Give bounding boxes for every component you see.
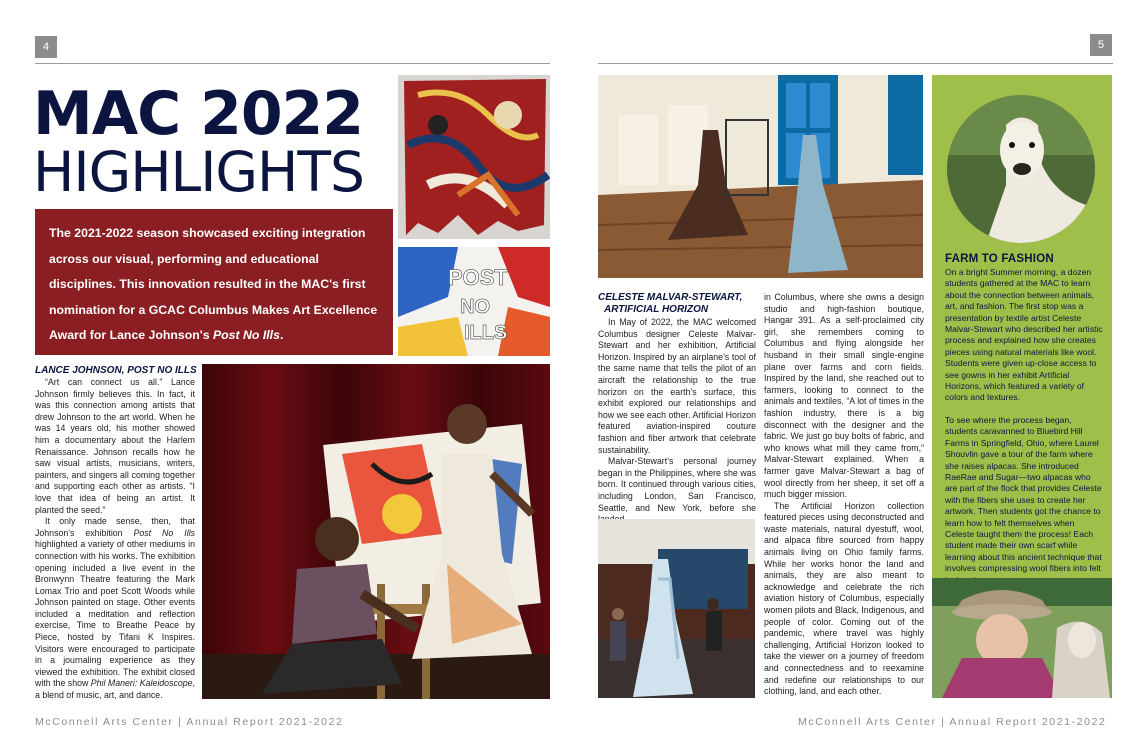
article-heading-celeste: CELESTE MALVAR-STEWART, ARTIFICIAL HORIZON: [598, 292, 743, 315]
farm-alpaca-photo: [932, 578, 1112, 698]
painting-photo-abstract: [398, 75, 550, 239]
svg-text:NO: NO: [460, 296, 490, 318]
intro-banner-italic: Post No Ills: [212, 328, 280, 342]
page-title-line1: MAC 2022: [33, 79, 364, 149]
gown-display-photo: [598, 519, 755, 698]
article-paragraph: Malvar-Stewart’s personal journey began in the Philippines, where she was born. It continued through various cities, including London, San Francisco, Seattle, and New York, before she: [598, 456, 756, 513]
footer-right: McConnell Arts Center | Annual Report 2021-2022: [798, 716, 1107, 728]
page-title-line2: HIGHLIGHTS: [33, 140, 364, 204]
footer-left: McConnell Arts Center | Annual Report 2021-2022: [35, 716, 344, 728]
sidebar-paragraph: On a bright Summer morning, a dozen students gathered at the MAC to learn about the connection between animals, art, and fashion. The first stop was a presentation by textile artist Celeste Malvar-Stewart who described her artistic process and explained how she creates pieces using natural materials like wool. Students were given up-close access to see gowns in her exhibit Artificial Horizons, which featured a variety of colors and textures.: [945, 267, 1103, 403]
article-paragraph: The Artificial Horizon collection featured pieces using deconstructed and waste materials, natural dyestuff, wool, and alpaca fibre sourced from happy animals living on Ohio family farms. While her works honor the land and animals, they are also meant to acknowledge and celebrate the rich aviation history of Columbus, especially women pilots and Black, Indigenous, and people of color. Coming out of the pandemic, where travel was highly challenging, Artificial Horizon looked to take the viewer on a journey of freedom and connectedness and to reexamine and redefine our relationships to our clothing, land, and each other.: [764, 500, 924, 697]
page-number-right: 5: [1090, 34, 1112, 56]
intro-banner-text: The 2021-2022 season showcased exciting integration across our visual, performing and educational disciplines. This innovation resulted in the MAC's first nomination for a GCAC Columbus Makes Art Excellence Award for Lance Johnson's: [49, 226, 378, 342]
sidebar-heading: FARM TO FASHION: [945, 253, 1054, 265]
header-rule-right: [598, 63, 1113, 64]
intro-banner: [35, 209, 393, 355]
header-rule-left: [35, 63, 550, 64]
article-paragraph: It only made sense, then, that Johnson’s exhibition Post No Ills highlighted a variety of other mediums in connection with his works. The exhibition opening included a live event in the Bronwynn Theatre featuring the Mark Lomax Trio and poet Scott Woods while Johnson painted on stage. Other events included a meditation and reflection exercise, Time to Breathe Peace by Piece, hosted by Tifani K Inspires. Visitors were encouraged to participate in a journaling experience as they viewed the exhibition. The exhibit closed with the show Phil Maneri: Kaleidoscope, a blend of music, art, and dance.: [35, 516, 195, 701]
svg-text:POST: POST: [448, 265, 508, 290]
painting-photo-post-no-ills: [398, 247, 550, 356]
article-paragraph: “Art can connect us all.” Lance Johnson firmly believes this. In fact, it was this connection among artists that drew Johnson to the art world. When he was 14 years old, his mother showed him a documentary about the Harlem Renaissance. Johnson recalls how he saw visual artists, musicians, writers, painters, and singers all coming together and supporting each other as artists. “I love that idea of being an artist. It planted the seed.”: [35, 377, 195, 515]
page-number-left: 4: [35, 36, 57, 58]
stage-performance-photo: [202, 364, 550, 699]
gallery-exhibition-photo: [598, 75, 923, 278]
article-paragraph: In May of 2022, the MAC welcomed Columbus designer Celeste Malvar-Stewart and her exhibition, Artificial Horizon. Inspired by an airplane’s tool of the same name that tells the pilot of an aircraft the relationship to the true horizon on the earth’s surface, this exhibit explored our relationships and how we see each other. Artificial Horizon featured aviation-inspired couture fashion and fiber artwork that celebrate sustainability.: [598, 317, 756, 455]
alpaca-circle-photo: [946, 95, 1096, 243]
article-body-lance-johnson: [35, 377, 195, 702]
article-paragraph: in Columbus, where she owns a design studio and high-fashion boutique, Hangar 391. As a self-proclaimed city girl, she remembers coming to Columbus and flying alongside her husband in their small single-engine plane over farms and corn fields. Inspired by the land, she reached out to farmers, looking to connect to the animals and textiles. “A lot of times in the fashion industry, there is a big disconnect with the designer and the fabric. We just go buy bolts of fabric, and who knows what mill they came from,” Malvar-Stewart explained. When a farmer gave Malvar-Stewart a bag of wool directly from her sheep, it set off a much bigger mission.: [764, 292, 924, 500]
svg-text:ILLS: ILLS: [464, 322, 508, 344]
intro-banner-end: .: [279, 328, 284, 342]
article-body-celeste-col2: [764, 292, 924, 698]
sidebar-body: [945, 267, 1105, 597]
farm-to-fashion-sidebar: [932, 75, 1112, 578]
sidebar-paragraph: To see where the process began, students caravanned to Bluebird Hill Farms in Springfield, Ohio, where Laurel Shouvlin gave a tour of the farm where she raises alpacas. She introduced RaeRae and Sugar—two alpacas who are part of the flock that provides Celeste with the fibers she uses to create her artwork. Then students got the chance to learn how to felt themselves when Celeste taught them the process! Each student made their own scarf while learning about this ancient technique that involves compressing wool fibers into felt: [945, 414, 1102, 574]
article-body-celeste-col1: [598, 317, 756, 526]
article-heading-lance-johnson: LANCE JOHNSON, POST NO ILLS: [35, 365, 197, 376]
